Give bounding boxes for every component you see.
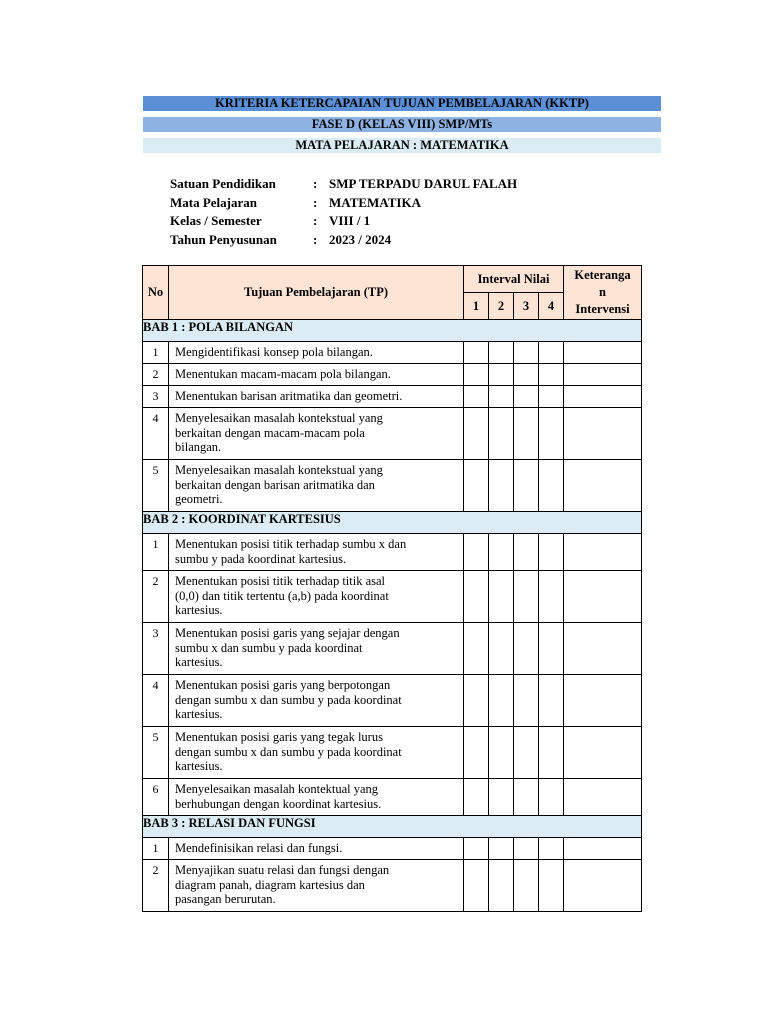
row-number: 3 — [143, 623, 169, 675]
interval-cell-1[interactable] — [464, 408, 489, 460]
subject-heading: MATA PELAJARAN : MATEMATIKA — [143, 138, 661, 153]
interval-cell-3[interactable] — [514, 460, 539, 512]
objective-line: Menentukan posisi garis yang berpotongan — [175, 678, 391, 692]
info-label: Kelas / Semester — [170, 213, 262, 228]
learning-objective — [169, 571, 464, 623]
interval-cell-2[interactable] — [489, 779, 514, 816]
info-label: Mata Pelajaran — [170, 194, 258, 210]
interval-cell-2[interactable] — [489, 838, 514, 860]
interval-cell-2[interactable] — [489, 571, 514, 623]
interval-cell-4[interactable] — [539, 364, 564, 386]
interval-cell-4[interactable] — [539, 534, 564, 571]
interval-cell-1[interactable] — [464, 623, 489, 675]
objective-line: Menentukan posisi titik terhadap sumbu x dan — [175, 537, 407, 551]
objective-line: kartesius. — [175, 759, 223, 773]
interval-cell-3[interactable] — [514, 675, 539, 727]
interval-cell-3[interactable] — [514, 571, 539, 623]
objective-line: diagram panah, diagram kartesius dan — [175, 877, 365, 892]
interval-cell-1[interactable] — [464, 675, 489, 727]
info-row-class — [170, 212, 517, 231]
interval-cell-3[interactable] — [514, 364, 539, 386]
header-keterangan — [564, 266, 642, 320]
objective-line: Menentukan posisi garis yang tegak lurus — [175, 730, 383, 744]
row-number: 1 — [143, 534, 169, 571]
interval-cell-4[interactable] — [539, 860, 564, 912]
learning-objective — [169, 408, 464, 460]
row-number: 1 — [143, 838, 169, 860]
objective-line: Menyelesaikan masalah kontekstual yang — [175, 411, 383, 425]
row-number: 4 — [143, 675, 169, 727]
keterangan-cell[interactable] — [564, 838, 642, 860]
interval-cell-4[interactable] — [539, 675, 564, 727]
learning-objective — [169, 342, 464, 364]
learning-objective — [169, 386, 464, 408]
row-number: 6 — [143, 779, 169, 816]
table-row — [143, 342, 642, 364]
row-number: 1 — [143, 342, 169, 364]
learning-objective — [169, 623, 464, 675]
row-number: 2 — [143, 364, 169, 386]
table-row — [143, 675, 642, 727]
interval-cell-3[interactable] — [514, 386, 539, 408]
objective-line: Menyelesaikan masalah kontektual yang — [175, 782, 379, 796]
identity-block — [170, 175, 517, 249]
interval-cell-3[interactable] — [514, 727, 539, 779]
header-keterangan-line2: n — [599, 285, 606, 299]
learning-objective — [169, 364, 464, 386]
objective-line: dengan sumbu x dan sumbu y pada koordinat — [175, 692, 402, 707]
interval-cell-2[interactable] — [489, 727, 514, 779]
interval-cell-4[interactable] — [539, 727, 564, 779]
info-value: 2023 / 2024 — [329, 231, 392, 247]
info-value: SMP TERPADU DARUL FALAH — [329, 176, 518, 191]
info-value: MATEMATIKA — [329, 194, 421, 210]
interval-cell-1[interactable] — [464, 838, 489, 860]
interval-cell-2[interactable] — [489, 408, 514, 460]
interval-cell-1[interactable] — [464, 364, 489, 386]
info-row-school — [170, 175, 517, 194]
interval-cell-2[interactable] — [489, 460, 514, 512]
objective-line: Menentukan posisi garis yang sejajar dengan — [175, 626, 400, 640]
objective-line: (0,0) dan titik tertentu (a,b) pada koordinat — [175, 588, 389, 603]
interval-1: 1 — [464, 293, 489, 320]
interval-cell-1[interactable] — [464, 779, 489, 816]
interval-cell-2[interactable] — [489, 623, 514, 675]
objective-line: kartesius. — [175, 603, 223, 617]
objective-line: bilangan. — [175, 440, 222, 454]
interval-cell-3[interactable] — [514, 779, 539, 816]
keterangan-cell[interactable] — [564, 727, 642, 779]
keterangan-cell[interactable] — [564, 571, 642, 623]
interval-2: 2 — [489, 293, 514, 320]
interval-cell-1[interactable] — [464, 460, 489, 512]
learning-objective — [169, 779, 464, 816]
interval-cell-3[interactable] — [514, 342, 539, 364]
table-row — [143, 779, 642, 816]
interval-cell-3[interactable] — [514, 534, 539, 571]
chapter-row — [143, 320, 642, 342]
chapter-title: BAB 1 : POLA BILANGAN — [143, 320, 642, 342]
keterangan-cell[interactable] — [564, 342, 642, 364]
info-row-subject — [170, 194, 517, 213]
objective-line: Mengidentifikasi konsep pola bilangan. — [175, 345, 373, 359]
interval-cell-2[interactable] — [489, 364, 514, 386]
interval-cell-1[interactable] — [464, 860, 489, 912]
phase-heading: FASE D (KELAS VIII) SMP/MTs — [143, 117, 661, 132]
keterangan-cell[interactable] — [564, 534, 642, 571]
info-separator: : — [313, 176, 318, 191]
interval-cell-3[interactable] — [514, 623, 539, 675]
table-row — [143, 571, 642, 623]
header-interval: Interval Nilai — [464, 266, 564, 293]
interval-cell-1[interactable] — [464, 386, 489, 408]
learning-objective — [169, 860, 464, 912]
table-row — [143, 364, 642, 386]
table-row — [143, 860, 642, 912]
info-separator: : — [313, 194, 318, 210]
objective-line: Menentukan posisi titik terhadap titik asal — [175, 574, 386, 588]
objective-line: Menentukan macam-macam pola bilangan. — [175, 367, 391, 381]
info-row-year — [170, 231, 517, 250]
objective-line: kartesius. — [175, 707, 223, 721]
chapter-title: BAB 2 : KOORDINAT KARTESIUS — [143, 512, 642, 534]
objective-line: pasangan berurutan. — [175, 892, 276, 906]
header-tp: Tujuan Pembelajaran (TP) — [169, 266, 464, 320]
interval-cell-3[interactable] — [514, 860, 539, 912]
row-number: 5 — [143, 727, 169, 779]
learning-objective — [169, 838, 464, 860]
learning-objective — [169, 460, 464, 512]
interval-cell-2[interactable] — [489, 860, 514, 912]
interval-cell-4[interactable] — [539, 342, 564, 364]
interval-4: 4 — [539, 293, 564, 320]
table-row — [143, 623, 642, 675]
interval-cell-4[interactable] — [539, 623, 564, 675]
keterangan-cell[interactable] — [564, 860, 642, 912]
document-title: KRITERIA KETERCAPAIAN TUJUAN PEMBELAJARAN (KKTP) — [143, 96, 661, 111]
chapter-title: BAB 3 : RELASI DAN FUNGSI — [143, 816, 642, 838]
interval-cell-4[interactable] — [539, 408, 564, 460]
objective-line: Mendefinisikan relasi dan fungsi. — [175, 841, 343, 855]
interval-cell-4[interactable] — [539, 779, 564, 816]
table-row — [143, 838, 642, 860]
interval-cell-4[interactable] — [539, 571, 564, 623]
chapter-row — [143, 816, 642, 838]
objective-line: sumbu y pada koordinat kartesius. — [175, 551, 347, 566]
objective-line: Menentukan barisan aritmatika dan geometri. — [175, 389, 403, 403]
row-number: 2 — [143, 860, 169, 912]
interval-cell-2[interactable] — [489, 342, 514, 364]
interval-cell-4[interactable] — [539, 386, 564, 408]
table-row — [143, 386, 642, 408]
table-row — [143, 534, 642, 571]
interval-cell-1[interactable] — [464, 727, 489, 779]
header-no: No — [143, 266, 169, 320]
keterangan-cell[interactable] — [564, 364, 642, 386]
chapter-row — [143, 512, 642, 534]
interval-cell-4[interactable] — [539, 838, 564, 860]
header-keterangan-line3: Intervensi — [575, 302, 630, 316]
interval-cell-1[interactable] — [464, 342, 489, 364]
row-number: 2 — [143, 571, 169, 623]
learning-objective — [169, 727, 464, 779]
kktp-table — [142, 265, 642, 912]
objective-line: sumbu x dan sumbu y pada koordinat — [175, 640, 363, 655]
objective-line: dengan sumbu x dan sumbu y pada koordinat — [175, 744, 402, 759]
learning-objective — [169, 534, 464, 571]
header-keterangan-line1: Keteranga — [574, 268, 631, 282]
interval-cell-1[interactable] — [464, 534, 489, 571]
objective-line: berhubungan dengan koordinat kartesius. — [175, 796, 382, 811]
interval-cell-1[interactable] — [464, 571, 489, 623]
row-number: 3 — [143, 386, 169, 408]
keterangan-cell[interactable] — [564, 779, 642, 816]
info-separator: : — [313, 231, 318, 247]
row-number: 5 — [143, 460, 169, 512]
table-row — [143, 460, 642, 512]
keterangan-cell[interactable] — [564, 460, 642, 512]
interval-cell-2[interactable] — [489, 534, 514, 571]
interval-3: 3 — [514, 293, 539, 320]
keterangan-cell[interactable] — [564, 623, 642, 675]
objective-line: Menyajikan suatu relasi dan fungsi dengan — [175, 863, 390, 877]
info-separator: : — [313, 213, 318, 228]
info-value: VIII / 1 — [329, 213, 371, 228]
info-label: Satuan Pendidikan — [170, 176, 276, 191]
interval-cell-3[interactable] — [514, 838, 539, 860]
table-row — [143, 727, 642, 779]
objective-line: Menyelesaikan masalah kontekstual yang — [175, 463, 383, 477]
keterangan-cell[interactable] — [564, 408, 642, 460]
objective-line: kartesius. — [175, 655, 223, 669]
keterangan-cell[interactable] — [564, 675, 642, 727]
learning-objective — [169, 675, 464, 727]
table-row — [143, 408, 642, 460]
keterangan-cell[interactable] — [564, 386, 642, 408]
objective-line: berkaitan dengan barisan aritmatika dan — [175, 477, 375, 492]
interval-cell-2[interactable] — [489, 675, 514, 727]
interval-cell-3[interactable] — [514, 408, 539, 460]
objective-line: berkaitan dengan macam-macam pola — [175, 425, 365, 440]
objective-line: geometri. — [175, 492, 223, 506]
interval-cell-4[interactable] — [539, 460, 564, 512]
info-label: Tahun Penyusunan — [170, 231, 277, 247]
interval-cell-2[interactable] — [489, 386, 514, 408]
row-number: 4 — [143, 408, 169, 460]
